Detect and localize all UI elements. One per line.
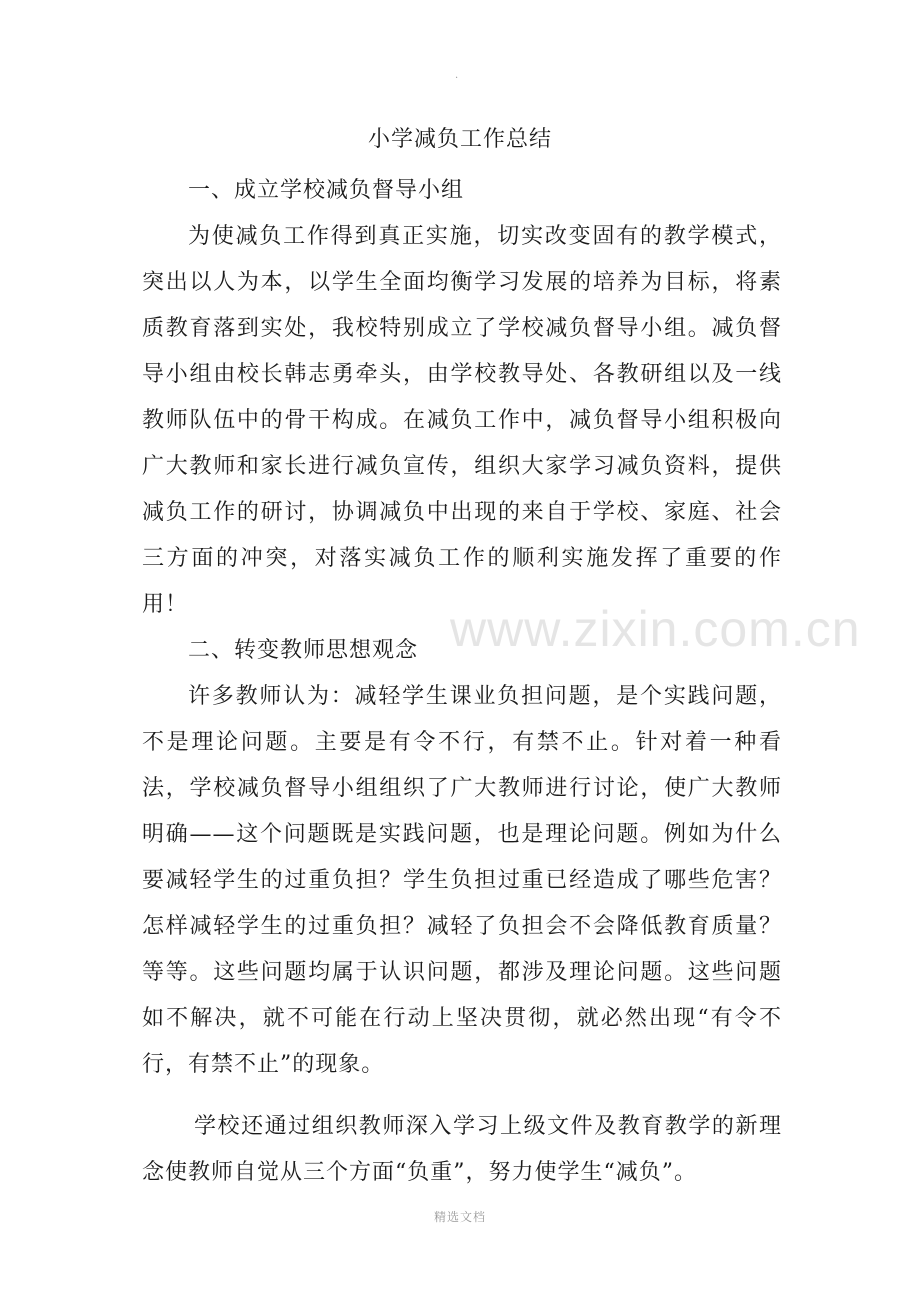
page-footer: 精选文档 [433, 1210, 486, 1224]
header-mark: . [455, 70, 459, 81]
paragraph-2: 许多教师认为：减轻学生课业负担问题，是个实践问题，不是理论问题。主要是有令不行，有禁不止。针对着一种看法，学校减负督导小组组织了广大教师进行讨论，使广大教师明确——这个问题既是实践问题，也是理论问题。例如为什么要减轻学生的过重负担？学生负担过重已经造成了哪些危害？怎样减轻学生的过重负担？减轻了负担会不会降低教育质量？等等。这些问题均属于认识问题，都涉及理论问题。这些问题如不解决，就不可能在行动上坚决贯彻，就必然出现“有令不行，有禁不止”的现象。 [142, 684, 782, 1077]
page-title: 小学减负工作总结 [367, 127, 552, 152]
paragraph-3: 学校还通过组织教师深入学习上级文件及教育教学的新理念使教师自觉从三个方面“负重”，努力使学生“减负”。 [142, 1114, 782, 1185]
document-body [142, 168, 782, 1196]
watermark: www.zixin.com.cn [450, 601, 861, 657]
paragraph-1: 为使减负工作得到真正实施，切实改变固有的教学模式，突出以人为本，以学生全面均衡学习发展的培养为目标，将素质教育落到实处，我校特别成立了学校减负督导小组。减负督导小组由校长韩志勇牵头，由学校教导处、各教研组以及一线教师队伍中的骨干构成。在减负工作中，减负督导小组积极向广大教师和家长进行减负宣传，组织大家学习减负资料，提供减负工作的研讨，协调减负中出现的来自于学校、家庭、社会三方面的冲突，对落实减负工作的顺利实施发挥了重要的作用！ [142, 224, 782, 617]
section-heading-1: 一、成立学校减负督导小组 [188, 178, 465, 203]
section-heading-2: 二、转变教师思想观念 [188, 638, 419, 663]
